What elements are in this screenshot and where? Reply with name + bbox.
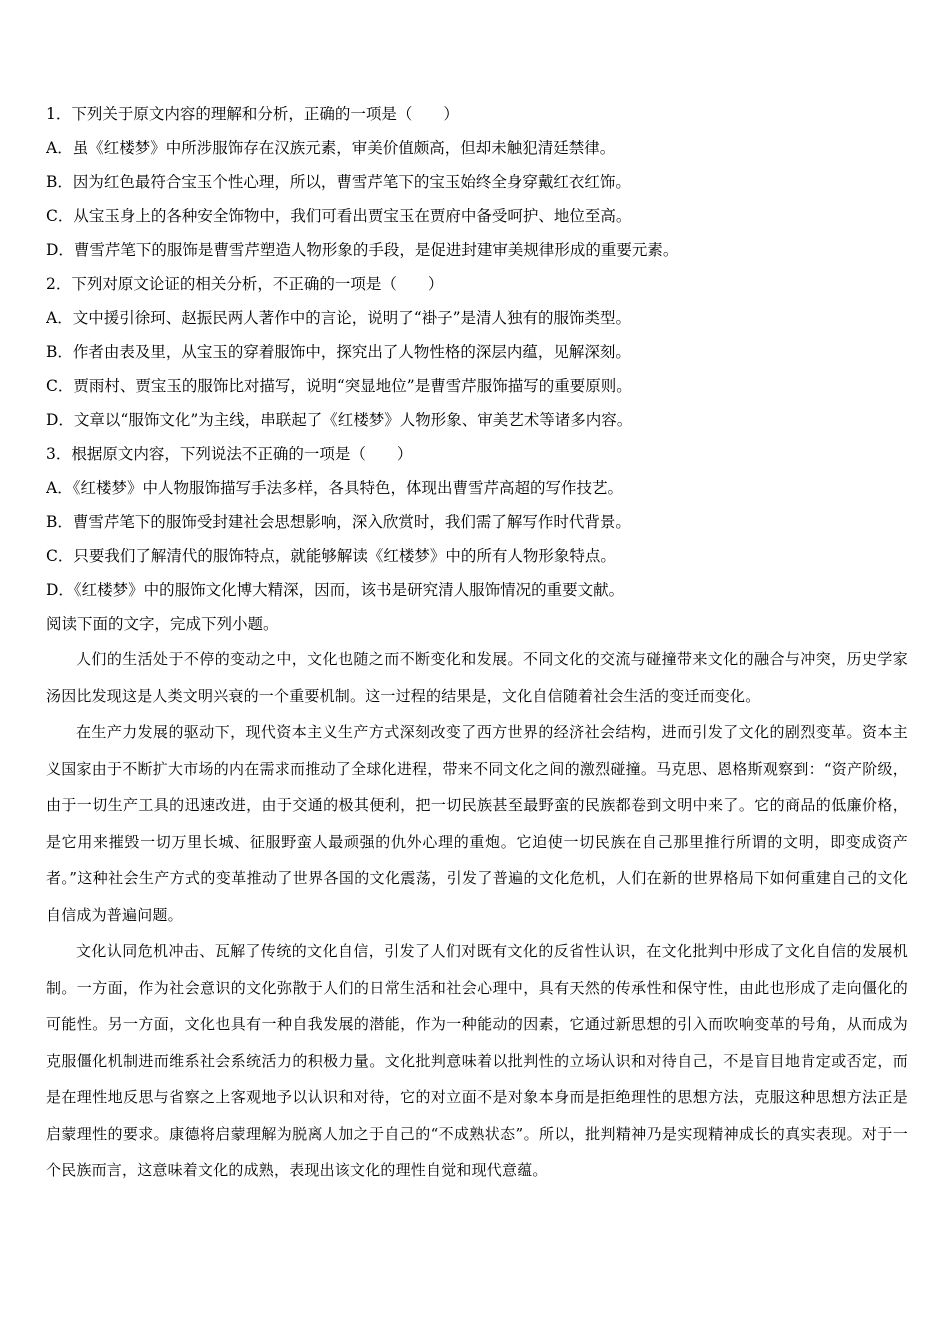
question-1-stem: 1．下列关于原文内容的理解和分析，正确的一项是（ ） [46, 105, 459, 123]
question-2-stem: 2．下列对原文论证的相关分析，不正确的一项是（ ） [46, 275, 444, 293]
question-1-option-c: C．从宝玉身上的各种安全饰物中，我们可看出贾宝玉在贾府中备受呵护、地位至高。 [46, 207, 632, 225]
question-1-option-a: A．虽《红楼梦》中所涉服饰存在汉族元素，审美价值颇高，但却未触犯清廷禁律。 [46, 139, 616, 157]
reading-instruction: 阅读下面的文字，完成下列小题。 [46, 615, 279, 633]
passage-paragraph-1: 人们的生活处于不停的变动之中，文化也随之而不断变化和发展。不同文化的交流与碰撞带来文化的融合与冲突，历史学家汤因比发现这是人类文明兴衰的一个重要机制。这一过程的结果是，文化自信随着社会生活的变迁而变化。 [46, 650, 908, 705]
question-1-option-d: D．曹雪芹笔下的服饰是曹雪芹塑造人物形象的手段，是促进封建审美规律形成的重要元素。 [46, 241, 679, 259]
question-3-option-c: C．只要我们了解清代的服饰特点，就能够解读《红楼梦》中的所有人物形象特点。 [46, 547, 616, 565]
question-3-option-b: B．曹雪芹笔下的服饰受封建社会思想影响，深入欣赏时，我们需了解写作时代背景。 [46, 513, 631, 531]
question-list [46, 97, 906, 641]
question-3-stem: 3．根据原文内容，下列说法不正确的一项是（ ） [46, 445, 413, 463]
question-2-option-c: C．贾雨村、贾宝玉的服饰比对描写，说明“突显地位”是曹雪芹服饰描写的重要原则。 [46, 377, 632, 395]
question-2-option-b: B．作者由表及里，从宝玉的穿着服饰中，探究出了人物性格的深层内蕴，见解深刻。 [46, 343, 631, 361]
passage-paragraph-2: 在生产力发展的驱动下，现代资本主义生产方式深刻改变了西方世界的经济社会结构，进而引发了文化的剧烈变革。资本主义国家由于不断扩大市场的内在需求而推动了全球化进程，带来不同文化之间的激烈碰撞。马克思、恩格斯观察到：“资产阶级，由于一切生产工具的迅速改进，由于交通的极其便利，把一切民族甚至最野蛮的民族都卷到文明中来了。它的商品的低廉价格，是它用来摧毁一切万里长城、征服野蛮人最顽强的仇外心理的重炮。它迫使一切民族在自己那里推行所谓的文明，即变成资产者。”这种社会生产方式的变革推动了世界各国的文化震荡，引发了普遍的文化危机，人们在新的世界格局下如何重建自己的文化自信成为普遍问题。 [46, 723, 908, 924]
question-3-option-d: D．《红楼梦》中的服饰文化博大精深，因而，该书是研究清人服饰情况的重要文献。 [46, 581, 625, 599]
question-2-option-d: D．文章以“服饰文化”为主线，串联起了《红楼梦》人物形象、审美艺术等诸多内容。 [46, 411, 633, 429]
question-1-option-b: B．因为红色最符合宝玉个性心理，所以，曹雪芹笔下的宝玉始终全身穿戴红衣红饰。 [46, 173, 631, 191]
passage-paragraph-3: 文化认同危机冲击、瓦解了传统的文化自信，引发了人们对既有文化的反省性认识，在文化批判中形成了文化自信的发展机制。一方面，作为社会意识的文化弥散于人们的日常生活和社会心理中，具有天然的传承性和保守性，由此也形成了走向僵化的可能性。另一方面，文化也具有一种自我发展的潜能，作为一种能动的因素，它通过新思想的引入而吹响变革的号角，从而成为克服僵化机制进而维系社会系统活力的积极力量。文化批判意味着以批判性的立场认识和对待自己，不是盲目地肯定或否定，而是在理性地反思与省察之上客观地予以认识和对待，它的对立面不是对象本身而是拒绝理性的思想方法，克服这种思想方法正是启蒙理性的要求。康德将启蒙理解为脱离人加之于自己的“不成熟状态”。所以，批判精神乃是实现精神成长的真实表现。对于一个民族而言，这意味着文化的成熟，表现出该文化的理性自觉和现代意蕴。 [46, 942, 908, 1179]
question-3-option-a: A．《红楼梦》中人物服饰描写手法多样，各具特色，体现出曹雪芹高超的写作技艺。 [46, 479, 623, 497]
reading-passage [46, 641, 908, 1189]
question-2-option-a: A．文中援引徐珂、赵振民两人著作中的言论，说明了“褂子”是清人独有的服饰类型。 [46, 309, 632, 327]
